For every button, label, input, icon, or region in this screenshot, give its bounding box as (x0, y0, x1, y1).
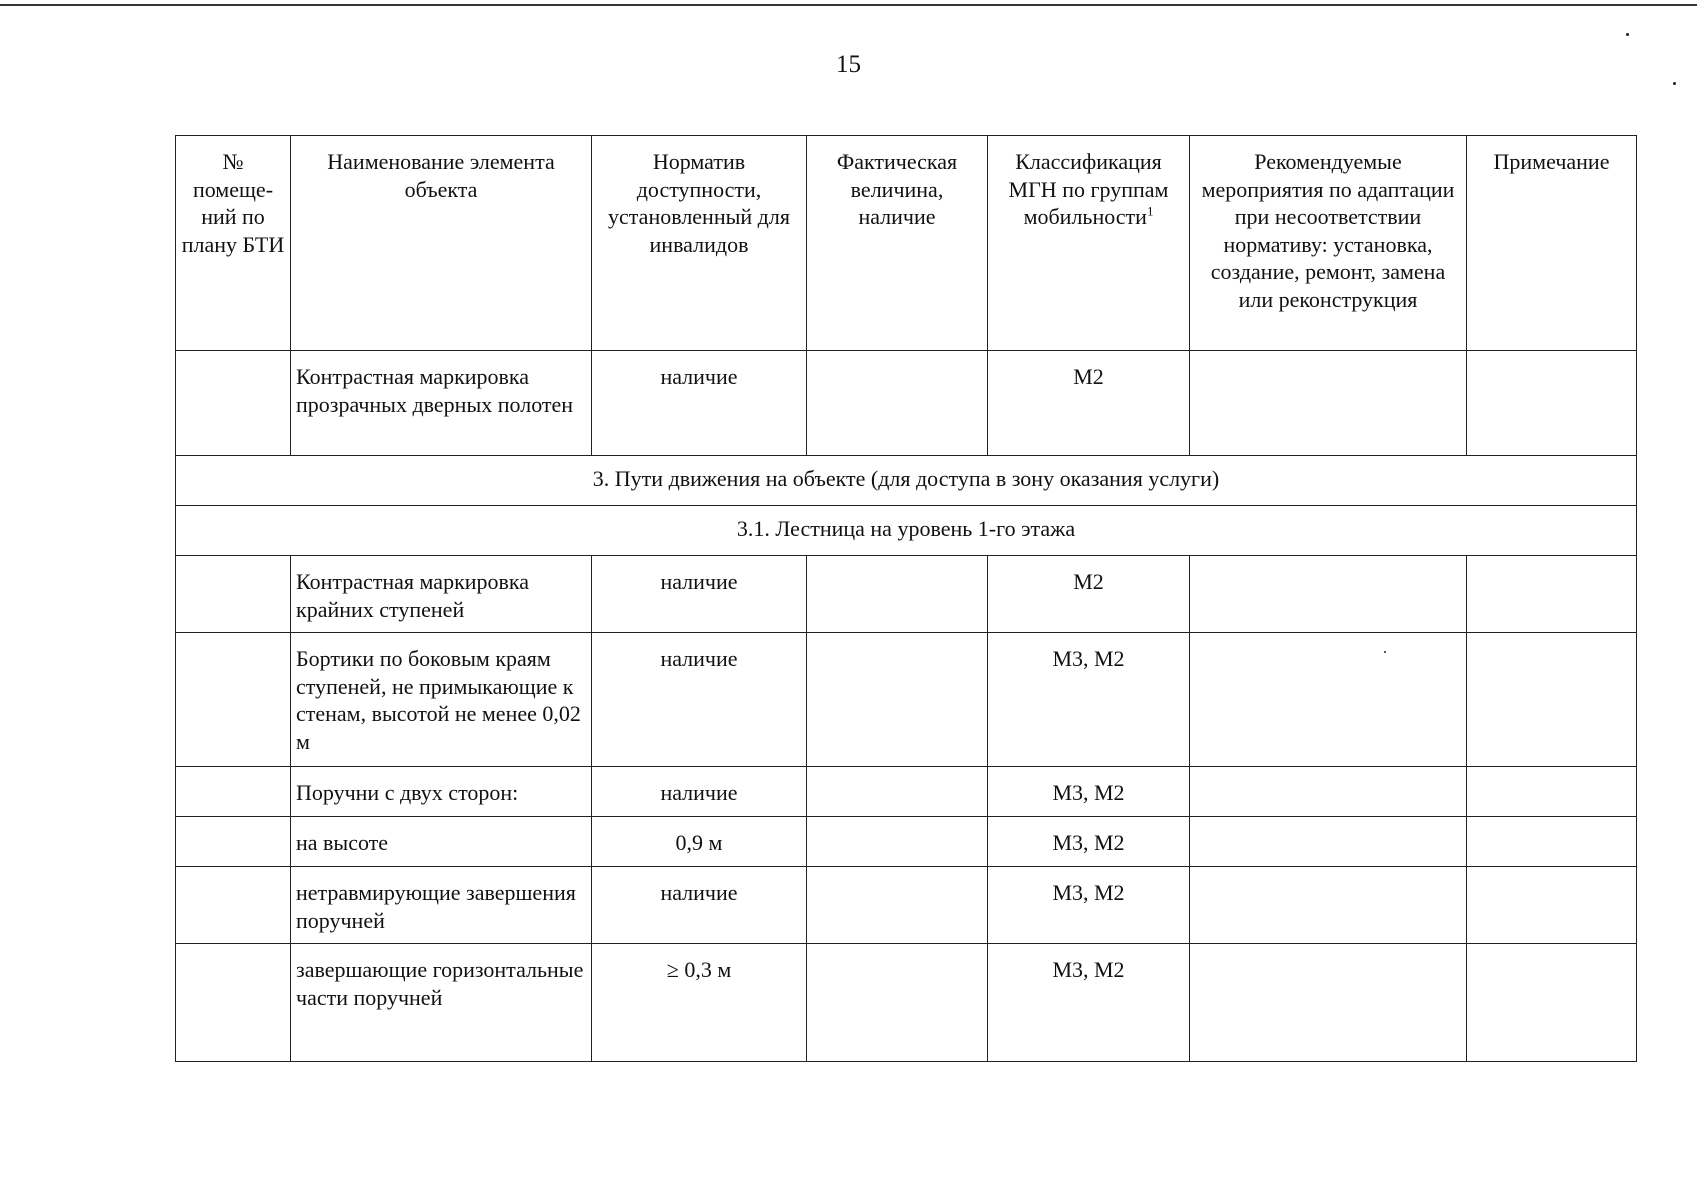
cell-element: Контрастная маркировка крайних ступеней (291, 556, 592, 633)
header-norm: Норматив доступности, установленный для инвалидов (592, 136, 807, 351)
header-room-number: № помеще-ний по плану БТИ (176, 136, 291, 351)
table-row (176, 867, 1637, 944)
scan-speck (1626, 33, 1629, 36)
cell-element: Бортики по боковым краям ступеней, не примыкающие к стенам, высотой не менее 0,02 м (291, 633, 592, 767)
cell-measures (1190, 867, 1467, 944)
cell-measures (1190, 351, 1467, 456)
header-classification (988, 136, 1190, 351)
cell-class: М3, М2 (988, 817, 1190, 867)
cell-actual (807, 767, 988, 817)
cell-actual (807, 944, 988, 1062)
cell-room (176, 351, 291, 456)
cell-norm: наличие (592, 767, 807, 817)
top-rule (0, 4, 1697, 6)
cell-actual (807, 817, 988, 867)
table-header-row (176, 136, 1637, 351)
section-title: 3. Пути движения на объекте (для доступа в зону оказания услуги) (176, 456, 1637, 506)
subsection-row (176, 506, 1637, 556)
cell-norm: наличие (592, 633, 807, 767)
cell-room (176, 556, 291, 633)
header-element-name: Наименование элемента объекта (291, 136, 592, 351)
cell-measures (1190, 944, 1467, 1062)
cell-norm: ≥ 0,3 м (592, 944, 807, 1062)
cell-room (176, 817, 291, 867)
cell-actual (807, 633, 988, 767)
cell-actual (807, 351, 988, 456)
cell-note (1467, 767, 1637, 817)
cell-element: завершающие горизонтальные части поручней (291, 944, 592, 1062)
table-row (176, 351, 1637, 456)
cell-norm: наличие (592, 556, 807, 633)
header-actual-value: Фактическая величина, наличие (807, 136, 988, 351)
header-classification-text: Классификация МГН по группам мобильности (1008, 149, 1169, 229)
cell-actual (807, 556, 988, 633)
cell-note (1467, 944, 1637, 1062)
cell-class: М2 (988, 556, 1190, 633)
cell-norm: наличие (592, 867, 807, 944)
cell-note (1467, 817, 1637, 867)
table-row (176, 944, 1637, 1062)
cell-room (176, 944, 291, 1062)
cell-room (176, 767, 291, 817)
cell-note (1467, 351, 1637, 456)
cell-element: Поручни с двух сторон: (291, 767, 592, 817)
cell-measures (1190, 767, 1467, 817)
header-note: Примечание (1467, 136, 1637, 351)
cell-class: М3, М2 (988, 633, 1190, 767)
cell-norm: 0,9 м (592, 817, 807, 867)
cell-note (1467, 633, 1637, 767)
cell-element: на высоте (291, 817, 592, 867)
header-recommended-measures: Рекомендуемые мероприятия по адаптации при несоответствии нормативу: установка, создание, ремонт, замена или реконструкция (1190, 136, 1467, 351)
cell-element: Контрастная маркировка прозрачных дверных полотен (291, 351, 592, 456)
table-row (176, 767, 1637, 817)
cell-class: М3, М2 (988, 767, 1190, 817)
cell-note (1467, 556, 1637, 633)
cell-note (1467, 867, 1637, 944)
accessibility-table (175, 135, 1637, 1062)
cell-room (176, 867, 291, 944)
cell-element: нетравмирующие завершения поручней (291, 867, 592, 944)
table-row (176, 633, 1637, 767)
table-row (176, 556, 1637, 633)
subsection-title: 3.1. Лестница на уровень 1-го этажа (176, 506, 1637, 556)
cell-norm: наличие (592, 351, 807, 456)
footnote-mark: 1 (1146, 203, 1154, 219)
cell-class: М2 (988, 351, 1190, 456)
cell-actual (807, 867, 988, 944)
page-number: 15 (836, 51, 861, 78)
cell-measures (1190, 817, 1467, 867)
cell-class: М3, М2 (988, 867, 1190, 944)
cell-measures (1190, 556, 1467, 633)
cell-class: М3, М2 (988, 944, 1190, 1062)
table-row (176, 817, 1637, 867)
cell-measures (1190, 633, 1467, 767)
scan-speck (1673, 82, 1676, 85)
section-row (176, 456, 1637, 506)
cell-room (176, 633, 291, 767)
